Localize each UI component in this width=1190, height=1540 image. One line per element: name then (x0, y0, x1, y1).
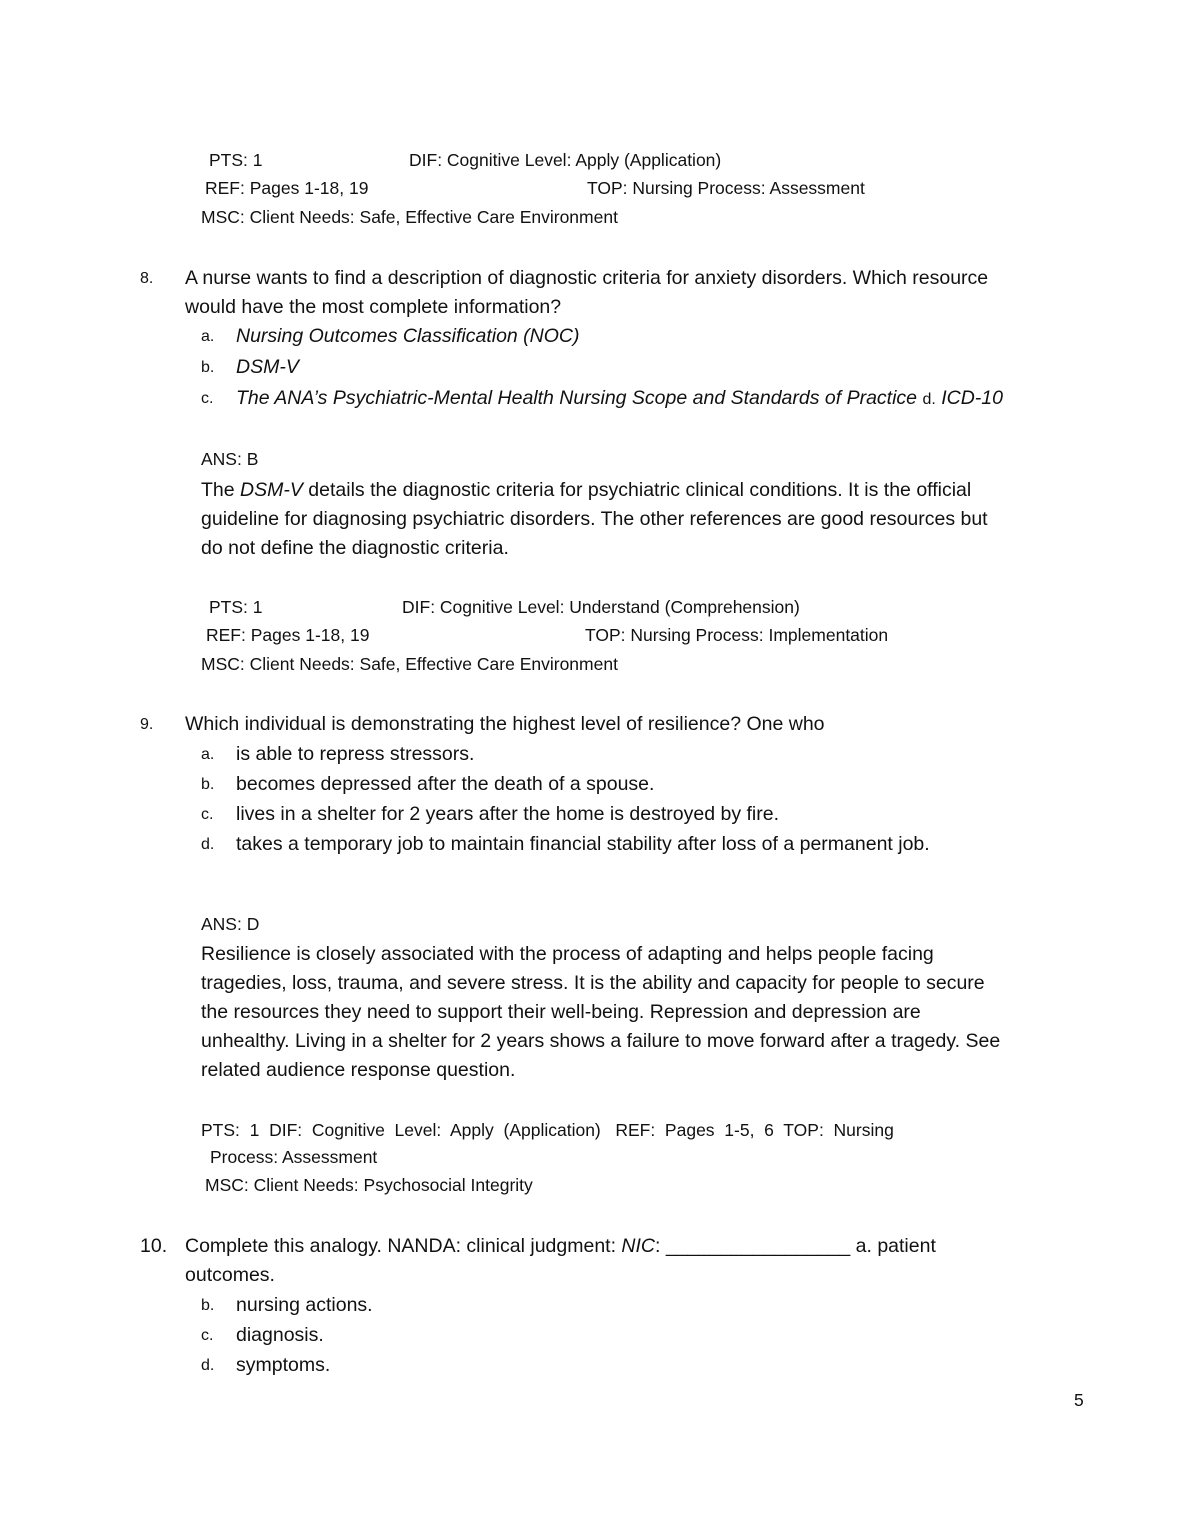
meta-msc: MSC: Client Needs: Safe, Effective Care Environment (201, 207, 618, 227)
question-stem: outcomes. (185, 1264, 275, 1286)
option-text: lives in a shelter for 2 years after the home is destroyed by fire. (236, 803, 780, 825)
option-letter: d. (922, 391, 936, 408)
meta-top: TOP: Nursing Process: Implementation (585, 625, 889, 645)
rationale-line: Resilience is closely associated with the process of adapting and helps people facing (201, 943, 934, 965)
option-letter: b. (201, 1297, 215, 1314)
rationale-line: the resources they need to support their well-being. Repression and depression are (201, 1001, 921, 1023)
option-letter: c. (201, 806, 214, 823)
question-stem: Complete this analogy. NANDA: clinical judgment: NIC: _________________ a. patient (185, 1235, 936, 1257)
meta-line: Process: Assessment (210, 1147, 378, 1167)
meta-line: PTS: 1 DIF: Cognitive Level: Apply (Application) REF: Pages 1-5, 6 TOP: Nursing (201, 1120, 894, 1140)
rationale-line: The DSM-V details the diagnostic criteria for psychiatric clinical conditions. It is the official (201, 479, 972, 501)
option-letter: d. (201, 1357, 215, 1374)
question-stem: would have the most complete information? (185, 296, 562, 318)
option-text: becomes depressed after the death of a spouse. (236, 773, 655, 795)
meta-top: TOP: Nursing Process: Assessment (587, 178, 865, 198)
question-stem: A nurse wants to find a description of diagnostic criteria for anxiety disorders. Which resource (185, 267, 989, 289)
option-text: The ANA’s Psychiatric-Mental Health Nursing Scope and Standards of Practice (236, 387, 918, 409)
rationale-line: related audience response question. (201, 1059, 516, 1081)
option-text: symptoms. (236, 1354, 331, 1376)
option-text: nursing actions. (236, 1294, 373, 1316)
option-letter: d. (201, 836, 215, 853)
answer: ANS: D (201, 914, 260, 934)
meta-pts: PTS: 1 (209, 150, 263, 170)
question-stem: Which individual is demonstrating the highest level of resilience? One who (185, 713, 825, 735)
rationale-line: tragedies, loss, trauma, and severe stress. It is the ability and capacity for people to secure (201, 972, 985, 994)
meta-ref: REF: Pages 1-18, 19 (206, 625, 370, 645)
option-text: takes a temporary job to maintain financial stability after loss of a permanent job. (236, 833, 930, 855)
meta-msc: MSC: Client Needs: Psychosocial Integrity (205, 1175, 533, 1195)
question-number: 10. (140, 1235, 168, 1257)
meta-pts: PTS: 1 (209, 597, 263, 617)
question-number: 8. (140, 270, 154, 287)
option-text: ICD-10 (941, 387, 1003, 409)
option-text: Nursing Outcomes Classification (NOC) (236, 325, 580, 347)
option-letter: a. (201, 746, 215, 763)
option-letter: a. (201, 328, 215, 345)
answer: ANS: B (201, 449, 259, 469)
option-line (236, 386, 1003, 412)
option-text: diagnosis. (236, 1324, 324, 1346)
page-number: 5 (1074, 1390, 1084, 1410)
meta-msc: MSC: Client Needs: Safe, Effective Care Environment (201, 654, 618, 674)
meta-dif: DIF: Cognitive Level: Apply (Application) (409, 150, 722, 170)
option-text: DSM-V (236, 356, 299, 378)
rationale-line: unhealthy. Living in a shelter for 2 years shows a failure to move forward after a tragedy. See (201, 1030, 1001, 1052)
option-letter: c. (201, 390, 214, 407)
option-letter: b. (201, 776, 215, 793)
rationale-line: guideline for diagnosing psychiatric disorders. The other references are good resources but (201, 508, 988, 530)
meta-ref: REF: Pages 1-18, 19 (205, 178, 369, 198)
option-letter: c. (201, 1327, 214, 1344)
option-text: is able to repress stressors. (236, 743, 475, 765)
option-letter: b. (201, 359, 215, 376)
rationale-line: do not define the diagnostic criteria. (201, 537, 509, 559)
question-number: 9. (140, 716, 154, 733)
meta-dif: DIF: Cognitive Level: Understand (Comprehension) (402, 597, 800, 617)
